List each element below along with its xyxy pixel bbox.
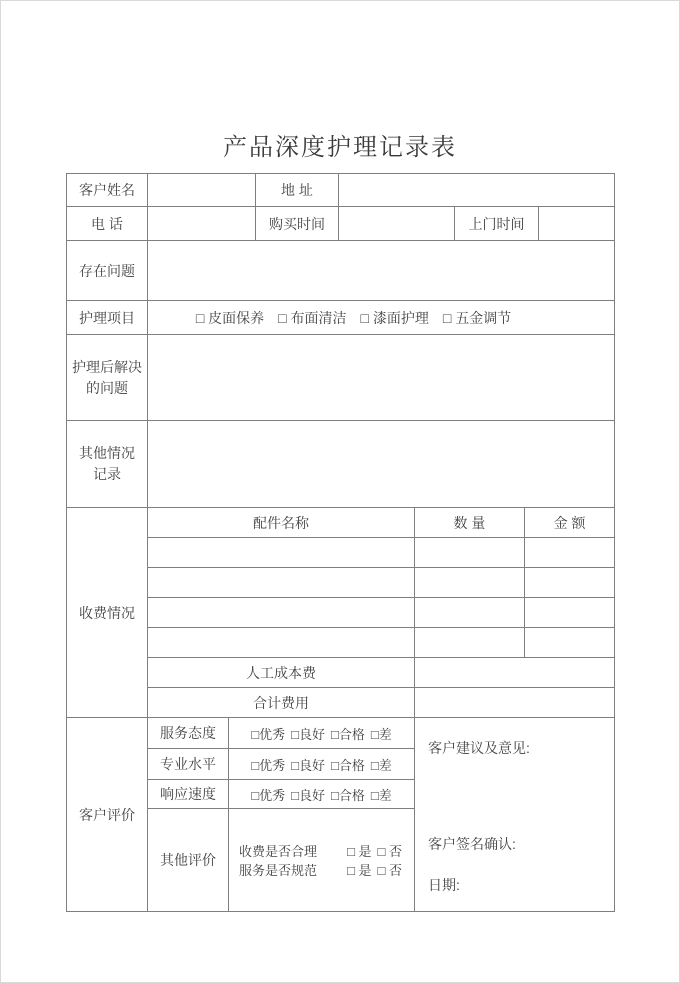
evaluation-label: 客户评价 <box>67 718 148 912</box>
checkbox-fabric-clean[interactable]: □ 布面清洁 <box>278 309 347 326</box>
row-fees-header <box>67 508 615 538</box>
labor-cost-field[interactable] <box>415 658 615 688</box>
checkbox-excellent[interactable]: □优秀 <box>251 757 286 773</box>
care-items-label: 护理项目 <box>67 301 148 335</box>
suggestions-label: 客户建议及意见: <box>428 739 530 756</box>
fee-row <box>67 598 615 628</box>
checkbox-poor[interactable]: □差 <box>370 757 392 773</box>
professional-level-options <box>229 749 415 780</box>
quantity-field[interactable] <box>415 568 525 598</box>
other-evaluation-content <box>229 809 415 912</box>
row-labor-cost <box>67 658 615 688</box>
professional-level-label: 专业水平 <box>148 749 229 780</box>
amount-field[interactable] <box>525 568 615 598</box>
checkbox-pass[interactable]: □合格 <box>331 726 365 742</box>
care-record-table <box>66 173 615 912</box>
service-attitude-label: 服务态度 <box>148 718 229 749</box>
customer-name-label: 客户姓名 <box>67 174 148 207</box>
row-service-attitude <box>67 718 615 749</box>
fee-row <box>67 568 615 598</box>
amount-field[interactable] <box>525 538 615 568</box>
evaluation-right-cell <box>415 718 615 912</box>
checkbox-no[interactable]: □ 否 <box>377 844 402 859</box>
care-items-options <box>148 301 615 335</box>
row-customer <box>67 174 615 207</box>
checkbox-pass[interactable]: □合格 <box>331 757 365 773</box>
checkbox-excellent[interactable]: □优秀 <box>251 726 286 742</box>
other-evaluation-label: 其他评价 <box>148 809 229 912</box>
amount-field[interactable] <box>525 628 615 658</box>
quantity-field[interactable] <box>415 538 525 568</box>
checkbox-yes[interactable]: □ 是 <box>347 844 372 859</box>
checkbox-good[interactable]: □良好 <box>291 757 325 773</box>
row-phone <box>67 207 615 241</box>
part-name-field[interactable] <box>148 628 415 658</box>
fee-row <box>67 538 615 568</box>
row-total-cost <box>67 688 615 718</box>
phone-field[interactable] <box>148 207 256 241</box>
row-existing-problems <box>67 241 615 301</box>
customer-name-field[interactable] <box>148 174 256 207</box>
date-label: 日期: <box>428 876 460 893</box>
checkbox-yes[interactable]: □ 是 <box>347 863 372 878</box>
fees-label: 收费情况 <box>67 508 148 718</box>
address-label: 地 址 <box>256 174 339 207</box>
part-name-field[interactable] <box>148 598 415 628</box>
quantity-field[interactable] <box>415 628 525 658</box>
checkbox-poor[interactable]: □差 <box>370 787 392 803</box>
page-title: 产品深度护理记录表 <box>223 134 457 161</box>
row-solved-problems <box>67 335 615 421</box>
amount-field[interactable] <box>525 598 615 628</box>
service-standard-line <box>239 860 402 879</box>
fee-reasonable-line <box>239 841 402 860</box>
signature-label: 客户签名确认: <box>428 835 516 852</box>
checkbox-no[interactable]: □ 否 <box>377 863 402 878</box>
other-records-field[interactable] <box>148 421 615 508</box>
checkbox-poor[interactable]: □差 <box>370 726 392 742</box>
solved-problems-label: 护理后解决 的问题 <box>67 335 148 421</box>
checkbox-good[interactable]: □良好 <box>291 787 325 803</box>
labor-cost-label: 人工成本费 <box>148 658 415 688</box>
solved-problems-field[interactable] <box>148 335 615 421</box>
other-records-label: 其他情况 记录 <box>67 421 148 508</box>
visit-time-field[interactable] <box>539 207 615 241</box>
quantity-header: 数 量 <box>415 508 525 538</box>
checkbox-good[interactable]: □良好 <box>291 726 325 742</box>
fee-row <box>67 628 615 658</box>
purchase-time-label: 购买时间 <box>256 207 339 241</box>
part-name-header: 配件名称 <box>148 508 415 538</box>
checkbox-excellent[interactable]: □优秀 <box>251 787 286 803</box>
total-cost-label: 合计费用 <box>148 688 415 718</box>
row-other-records <box>67 421 615 508</box>
existing-problems-field[interactable] <box>148 241 615 301</box>
row-care-items <box>67 301 615 335</box>
phone-label: 电 话 <box>67 207 148 241</box>
response-speed-label: 响应速度 <box>148 780 229 809</box>
response-speed-options <box>229 780 415 809</box>
quantity-field[interactable] <box>415 598 525 628</box>
checkbox-leather-care[interactable]: □ 皮面保养 <box>195 309 265 326</box>
checkbox-hardware-adjust[interactable]: □ 五金调节 <box>442 309 512 326</box>
part-name-field[interactable] <box>148 568 415 598</box>
visit-time-label: 上门时间 <box>455 207 539 241</box>
fee-reasonable-label: 收费是否合理 <box>239 844 318 859</box>
part-name-field[interactable] <box>148 538 415 568</box>
address-field[interactable] <box>339 174 615 207</box>
checkbox-paint-care[interactable]: □ 漆面护理 <box>360 309 429 326</box>
service-standard-label: 服务是否规范 <box>239 863 318 878</box>
amount-header: 金 额 <box>525 508 615 538</box>
service-attitude-options <box>229 718 415 749</box>
checkbox-pass[interactable]: □合格 <box>331 787 365 803</box>
existing-problems-label: 存在问题 <box>67 241 148 301</box>
total-cost-field[interactable] <box>415 688 615 718</box>
purchase-time-field[interactable] <box>339 207 455 241</box>
